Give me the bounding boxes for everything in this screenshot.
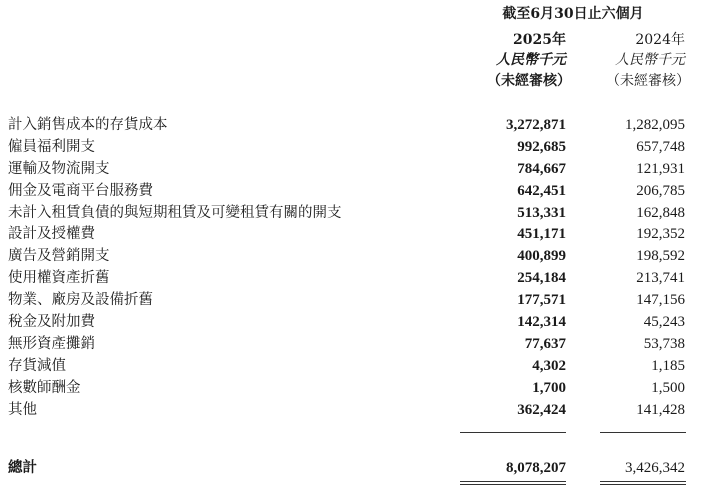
- row-value-2024: 141,428: [636, 401, 685, 418]
- row-value-2024: 121,931: [636, 160, 685, 177]
- table-row: [0, 268, 719, 290]
- col-2025-audit-note: （未經審核）: [487, 73, 571, 89]
- row-label: 佣金及電商平台服務費: [8, 182, 153, 199]
- row-label: 其他: [8, 401, 37, 418]
- row-value-2025: 4,302: [532, 357, 566, 374]
- table-row: [0, 356, 719, 378]
- row-value-2024: 45,243: [643, 314, 685, 331]
- total-label: 總計: [8, 459, 37, 476]
- row-value-2025: 254,184: [517, 270, 566, 287]
- row-label: 運輸及物流開支: [8, 160, 110, 177]
- row-label: 無形資產攤銷: [8, 335, 95, 352]
- table-row: [0, 290, 719, 312]
- row-value-2025: 142,314: [517, 314, 566, 331]
- table-row: [0, 224, 719, 246]
- row-value-2025: 784,667: [517, 160, 566, 177]
- row-label: 核數師酬金: [8, 379, 81, 396]
- total-rule-2024-a: [600, 481, 686, 482]
- period-heading: 截至6月30日止六個月: [502, 6, 644, 22]
- total-rule-2025-a: [460, 481, 566, 482]
- total-2025: 8,078,207: [506, 460, 566, 476]
- expense-table: [0, 115, 719, 421]
- row-value-2025: 362,424: [517, 401, 566, 418]
- row-value-2025: 992,685: [517, 138, 566, 155]
- row-value-2025: 451,171: [517, 226, 566, 243]
- subtotal-rule-2025: [460, 432, 566, 433]
- row-label: 未計入租賃負債的與短期租賃及可變租賃有關的開支: [8, 204, 342, 221]
- row-value-2024: 162,848: [636, 204, 685, 221]
- table-row: [0, 203, 719, 225]
- row-value-2024: 53,738: [643, 335, 685, 352]
- row-label: 計入銷售成本的存貨成本: [8, 117, 168, 133]
- row-value-2025: 642,451: [517, 182, 566, 199]
- row-label: 設計及授權費: [8, 226, 95, 243]
- col-2025-year: 2025年: [513, 32, 566, 48]
- total-rule-2025-b: [460, 484, 566, 485]
- table-row: [0, 378, 719, 400]
- row-value-2024: 1,282,095: [625, 117, 685, 133]
- row-label: 廣告及營銷開支: [8, 248, 110, 265]
- col-2025-currency: 人民幣千元: [496, 52, 566, 68]
- total-2024: 3,426,342: [625, 460, 685, 476]
- table-row: [0, 312, 719, 334]
- row-value-2024: 192,352: [636, 226, 685, 243]
- table-row: [0, 334, 719, 356]
- row-label: 稅金及附加費: [8, 314, 95, 331]
- subtotal-rule-2024: [600, 432, 686, 433]
- row-value-2024: 147,156: [636, 292, 685, 309]
- table-row: [0, 400, 719, 422]
- row-value-2024: 1,500: [651, 379, 685, 396]
- table-row: [0, 115, 719, 137]
- table-row: [0, 159, 719, 181]
- row-value-2025: 513,331: [517, 204, 566, 221]
- total-row: [0, 457, 719, 479]
- row-value-2025: 3,272,871: [506, 117, 566, 133]
- row-value-2025: 1,700: [532, 379, 566, 396]
- row-value-2024: 198,592: [636, 248, 685, 265]
- row-value-2024: 657,748: [636, 138, 685, 155]
- row-value-2024: 213,741: [636, 270, 685, 287]
- row-value-2024: 1,185: [651, 357, 685, 374]
- row-label: 存貨減值: [8, 357, 66, 374]
- row-value-2025: 77,637: [524, 335, 566, 352]
- row-label: 使用權資產折舊: [8, 270, 110, 287]
- row-label: 僱員福利開支: [8, 138, 95, 155]
- col-2024-currency: 人民幣千元: [615, 52, 685, 68]
- col-2024-audit-note: （未經審核）: [606, 73, 690, 89]
- table-row: [0, 181, 719, 203]
- row-label: 物業、廠房及設備折舊: [8, 292, 153, 309]
- col-2024-year: 2024年: [635, 32, 685, 48]
- row-value-2025: 400,899: [517, 248, 566, 265]
- total-rule-2024-b: [600, 484, 686, 485]
- row-value-2025: 177,571: [517, 292, 566, 309]
- table-row: [0, 137, 719, 159]
- table-row: [0, 246, 719, 268]
- row-value-2024: 206,785: [636, 182, 685, 199]
